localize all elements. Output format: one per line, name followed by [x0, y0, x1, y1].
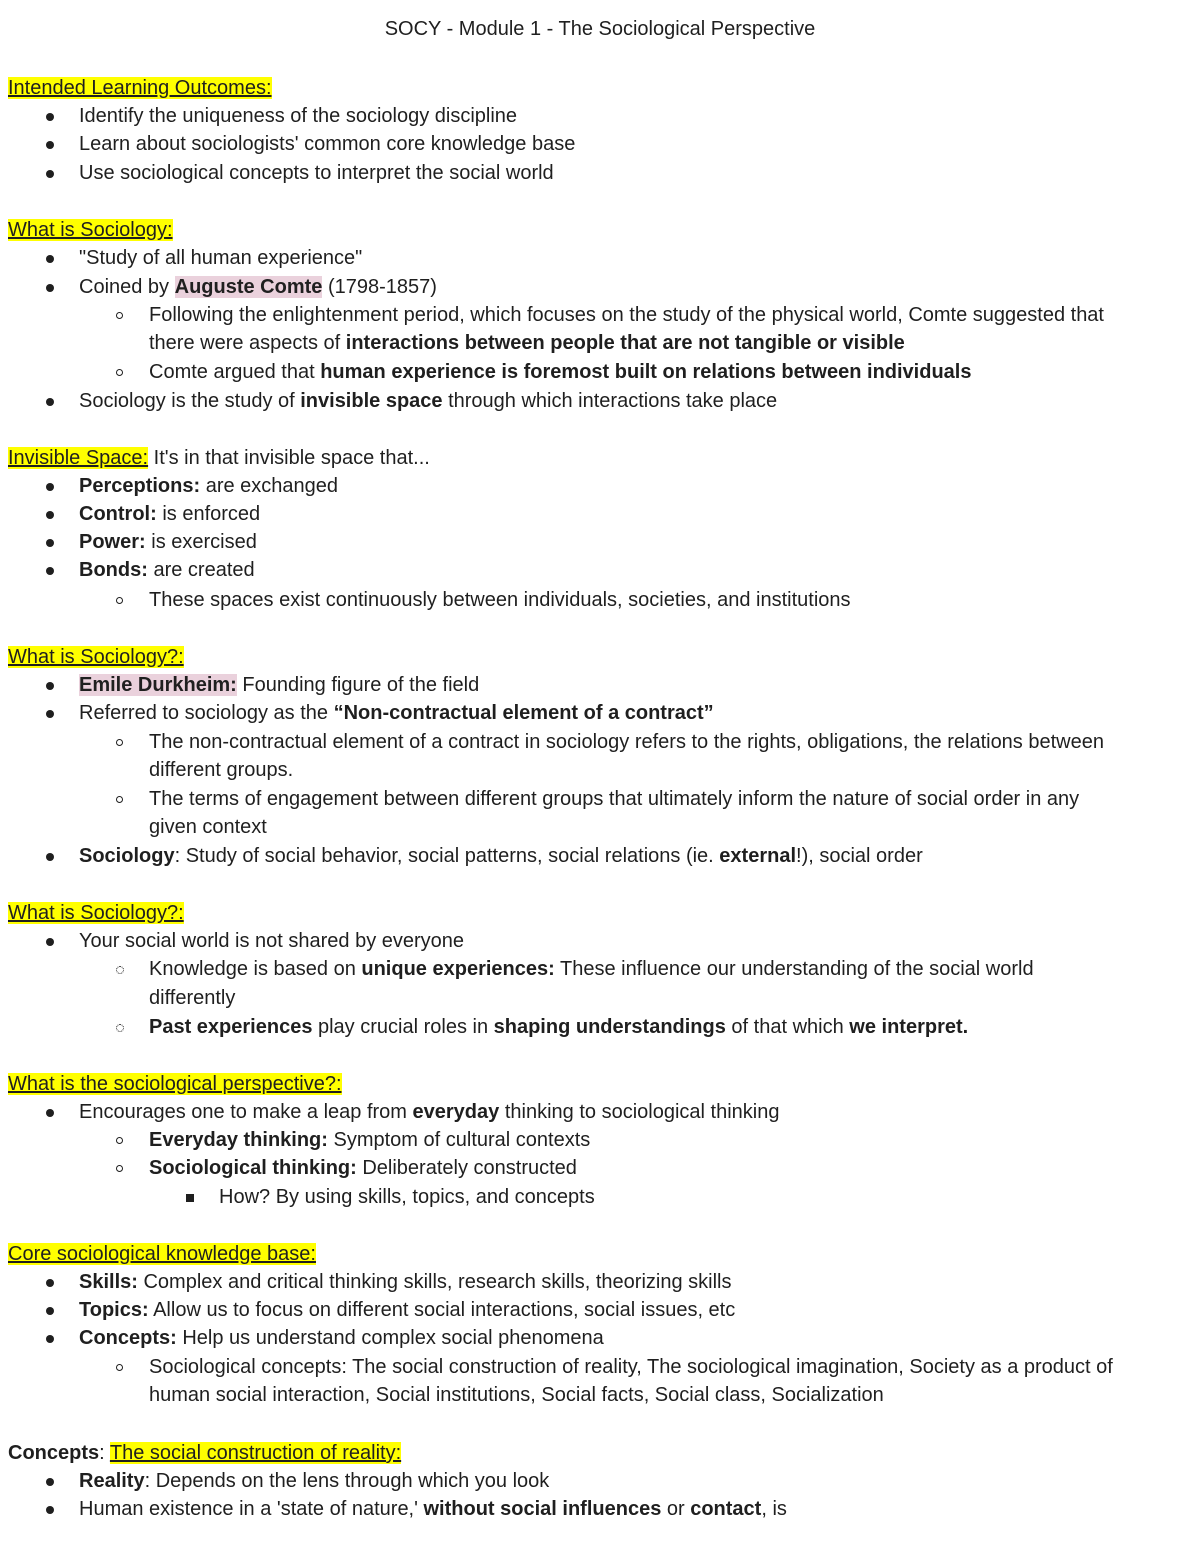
sub-sub-list-item: How? By using skills, topics, and concepts — [219, 1186, 595, 1208]
list-item: Reality: Depends on the lens through which you look — [79, 1470, 550, 1492]
section-heading-sociological-perspective: What is the sociological perspective?: — [8, 1073, 342, 1095]
sub-list-item-continued: human social interaction, Social institutions, Social facts, Social class, Socialization — [149, 1384, 884, 1406]
list-item: Emile Durkheim: Founding figure of the field — [79, 674, 480, 696]
section-heading-what-is-sociology-3: What is Sociology?: — [8, 902, 184, 924]
sub-bullet — [116, 739, 123, 746]
sub-list-item: Sociological thinking: Deliberately constructed — [149, 1157, 577, 1179]
sub-list-item-continued: differently — [149, 987, 236, 1009]
list-item: Power: is exercised — [79, 531, 257, 553]
page-title: SOCY - Module 1 - The Sociological Perspective — [384, 18, 816, 40]
list-item: Perceptions: are exchanged — [79, 475, 339, 497]
bullet — [46, 1335, 54, 1343]
list-item: Skills: Complex and critical thinking skills, research skills, theorizing skills — [79, 1271, 732, 1293]
list-item: Topics: Allow us to focus on different social interactions, social issues, etc — [79, 1299, 736, 1321]
list-item: Referred to sociology as the “Non-contractual element of a contract” — [79, 702, 714, 724]
bullet — [46, 511, 54, 519]
list-item: Human existence in a 'state of nature,' without social influences or contact, is — [79, 1498, 787, 1520]
sub-bullet — [116, 796, 123, 803]
bullet — [46, 539, 54, 547]
sub-bullet — [116, 1165, 123, 1172]
bullet — [46, 938, 54, 946]
bullet — [46, 682, 54, 690]
bullet — [46, 1109, 54, 1117]
highlighted-name: Emile Durkheim: — [79, 674, 237, 696]
bullet — [46, 1307, 54, 1315]
square-bullet — [186, 1194, 194, 1202]
sub-list-item: Knowledge is based on unique experiences: These influence our understanding of the social world — [149, 958, 1034, 980]
list-item: Coined by Auguste Comte (1798-1857) — [79, 276, 437, 298]
list-item: Use sociological concepts to interpret the social world — [79, 162, 554, 184]
sub-list-item: Comte argued that human experience is foremost built on relations between individuals — [149, 361, 972, 383]
list-item: Learn about sociologists' common core knowledge base — [79, 133, 576, 155]
section-heading-what-is-sociology: What is Sociology: — [8, 219, 173, 241]
list-item: Identify the uniqueness of the sociology discipline — [79, 105, 518, 127]
bullet — [46, 483, 54, 491]
bullet — [46, 113, 54, 121]
sub-bullet — [116, 597, 123, 604]
bullet — [46, 567, 54, 575]
section-heading-what-is-sociology-2: What is Sociology?: — [8, 646, 184, 668]
sub-list-item: These spaces exist continuously between individuals, societies, and institutions — [149, 589, 851, 611]
bullet — [46, 1506, 54, 1514]
section-heading-core-knowledge-base: Core sociological knowledge base: — [8, 1243, 316, 1265]
bullet — [46, 255, 54, 263]
list-item: Encourages one to make a leap from everyday thinking to sociological thinking — [79, 1101, 780, 1123]
bullet — [46, 398, 54, 406]
list-item: Bonds: are created — [79, 559, 255, 581]
sub-list-item: Past experiences play crucial roles in shaping understandings of that which we interpret. — [149, 1016, 969, 1038]
bullet — [46, 170, 54, 178]
sub-bullet — [116, 1364, 123, 1371]
sub-bullet — [116, 1024, 124, 1032]
section-heading-social-construction: Concepts: The social construction of reality: — [8, 1442, 402, 1464]
sub-bullet — [116, 966, 124, 974]
sub-bullet — [116, 369, 123, 376]
bullet — [46, 284, 54, 292]
section-heading-learning-outcomes: Intended Learning Outcomes: — [8, 77, 272, 99]
sub-list-item-continued: given context — [149, 816, 267, 838]
bullet — [46, 141, 54, 149]
bullet — [46, 853, 54, 861]
sub-list-item: Following the enlightenment period, which focuses on the study of the physical world, Comte suggested that — [149, 304, 1104, 326]
list-item: Sociology is the study of invisible space through which interactions take place — [79, 390, 778, 412]
sub-list-item: Sociological concepts: The social construction of reality, The sociological imagination, Society as a product of — [149, 1356, 1113, 1378]
list-item: Sociology: Study of social behavior, social patterns, social relations (ie. external!), social order — [79, 845, 923, 867]
sub-bullet — [116, 1137, 123, 1144]
list-item: "Study of all human experience" — [79, 247, 363, 269]
sub-list-item-continued: different groups. — [149, 759, 294, 781]
sub-list-item: Everyday thinking: Symptom of cultural contexts — [149, 1129, 591, 1151]
sub-bullet — [116, 312, 123, 319]
bullet — [46, 1478, 54, 1486]
sub-list-item: The non-contractual element of a contract in sociology refers to the rights, obligations, the relations between — [149, 731, 1104, 753]
bullet — [46, 1279, 54, 1287]
highlighted-name: Auguste Comte — [174, 276, 323, 298]
bullet — [46, 710, 54, 718]
list-item: Concepts: Help us understand complex social phenomena — [79, 1327, 604, 1349]
list-item: Your social world is not shared by everyone — [79, 930, 465, 952]
sub-list-item-continued: there were aspects of interactions between people that are not tangible or visible — [149, 332, 905, 354]
list-item: Control: is enforced — [79, 503, 261, 525]
sub-list-item: The terms of engagement between different groups that ultimately inform the nature of social order in any — [149, 788, 1080, 810]
section-heading-invisible-space: Invisible Space: It's in that invisible space that... — [8, 447, 430, 469]
